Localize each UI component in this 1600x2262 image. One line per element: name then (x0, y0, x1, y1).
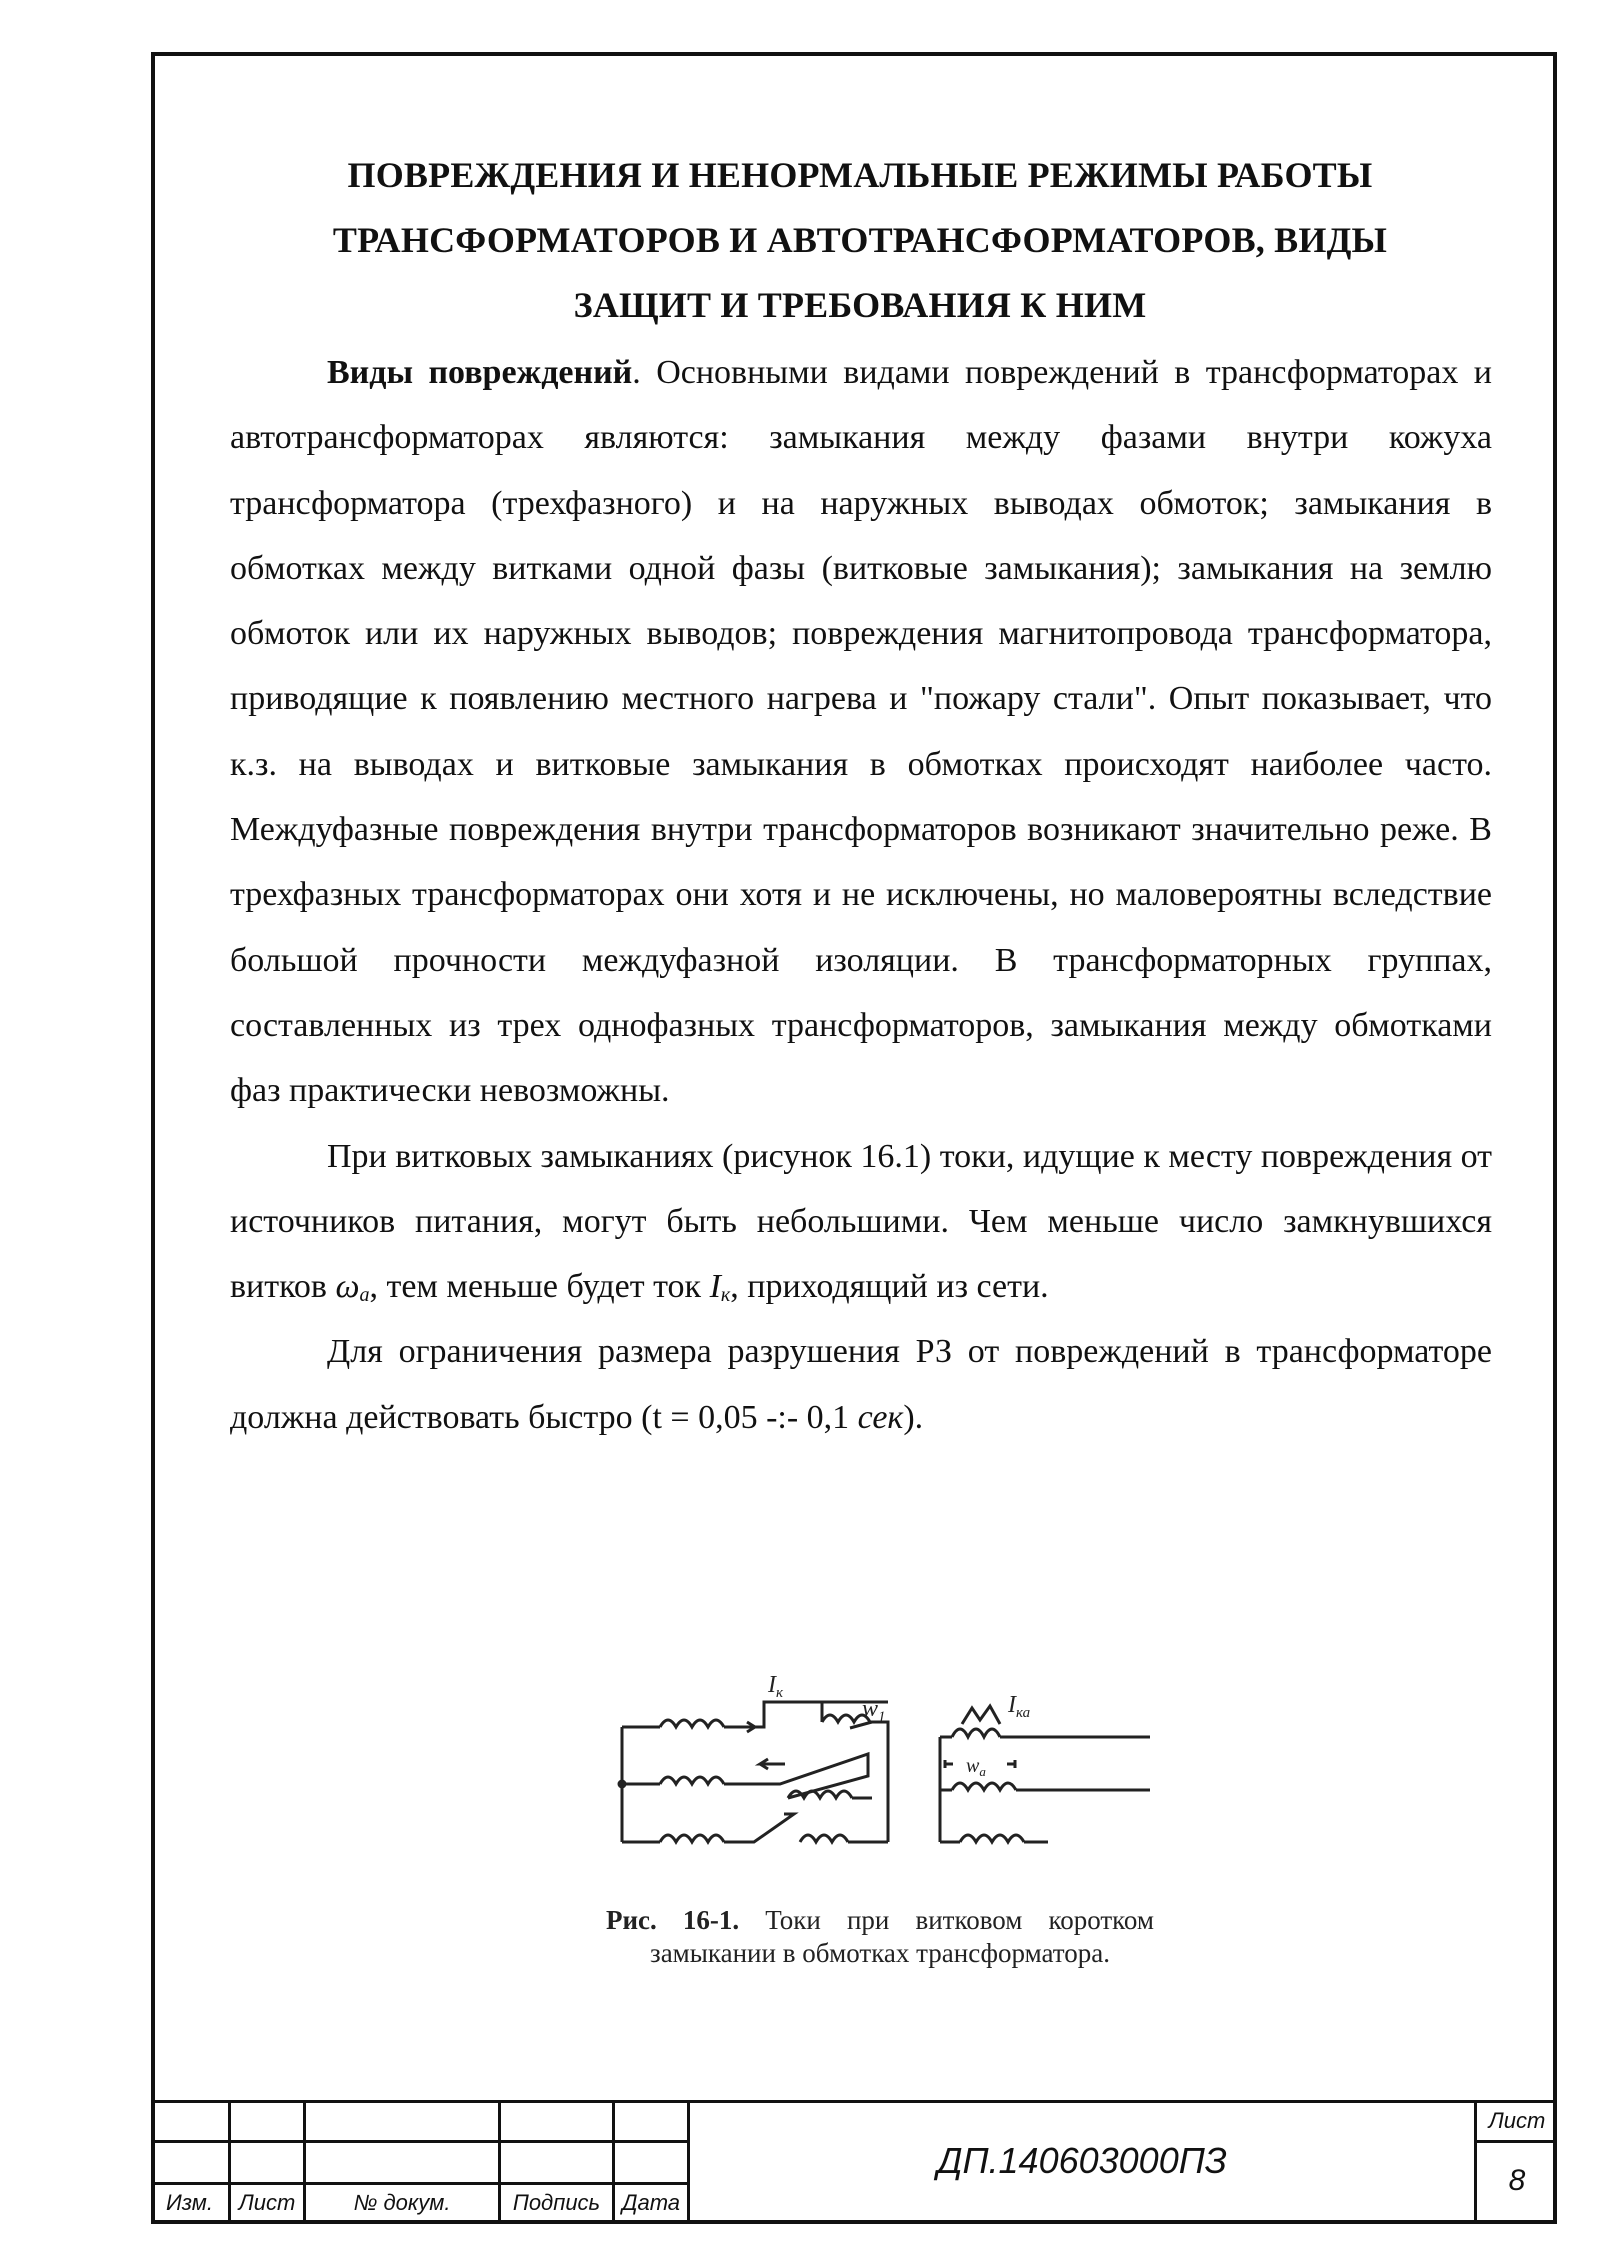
title-block-row-line (151, 2182, 687, 2185)
svg-text:w1 (862, 1696, 886, 1725)
title-block-top-line (151, 2100, 1557, 2103)
wa-subscript: а (979, 1764, 986, 1779)
col-label-signature: Подпись (512, 2190, 601, 2215)
page-title (200, 143, 1520, 338)
title-line-2: ТРАНСФОРМАТОРОВ И АВТОТРАНСФОРМАТОРОВ, ВИДЫ (332, 220, 1388, 260)
ik-label: I (768, 1672, 776, 1698)
title-line-3: ЗАЩИТ И ТРЕБОВАНИЯ К НИМ (573, 285, 1147, 325)
col-label-sheet: Лист (238, 2190, 296, 2215)
paragraph-turn-faults (230, 1124, 1492, 1320)
ik-subscript: к (776, 1685, 784, 1701)
caption-text: Токи при витковом коротком замыкании в обмотках трансформатора. (650, 1905, 1154, 1968)
omega-subscript: а (359, 1284, 370, 1307)
caption-number: Рис. 16-1. (606, 1905, 740, 1935)
ika-label: I (1008, 1692, 1016, 1718)
winding-diagram (600, 1672, 1160, 1902)
omega-symbol: ω (335, 1268, 360, 1306)
sheet-number: 8 (1508, 2164, 1526, 2197)
w1-subscript: 1 (878, 1709, 886, 1725)
paragraph-text: . Основными видами повреждений в трансформаторах и автотрансформаторах являются: замыкания между фазами внутри кожуха трансформатора (трехфазного) и на наружных выводах обмоток; замыкания в обмотках между витками одной фазы (витковые замыкания); замыкания на землю обмоток или их наружных выводов; повреждения магнитопровода трансформатора, приводящие к появлению местного нагрева и "пожару стали". Опыт показывает, что к.з. на выводах и витковые замыкания в обмотках происходят наиболее часто. Междуфазные повреждения внутри трансформаторов возникают значительно реже. В трехфазных трансформаторах они хотя и не исключены, но маловероятны вследствие большой прочности междуфазной изоляции. В трансформаторных группах, составленных из трех однофазных трансформаторов, замыкания между обмотками фаз практически невозможны. (230, 354, 1492, 1110)
paragraph-text: Для ограничения размера разрушения РЗ от повреждений в трансформаторе должна действовать быстро (t = 0,05 -:- 0,1 (230, 1333, 1492, 1436)
paragraph-protection-speed (230, 1319, 1492, 1450)
paragraph-lead: Виды повреждений (327, 354, 633, 391)
time-unit: сек (857, 1398, 904, 1436)
paragraph-text: , приходящий из сети. (730, 1268, 1049, 1306)
paragraph-text: , тем меньше будет ток (369, 1268, 710, 1306)
svg-text:Iк (767, 1672, 784, 1701)
paragraph-damage-types (230, 340, 1492, 1124)
title-block-row-line (151, 2140, 687, 2143)
current-symbol: I (709, 1268, 721, 1306)
paragraph-text: ). (903, 1398, 924, 1436)
wa-label: w (966, 1755, 980, 1777)
document-code: ДП.140603000ПЗ (937, 2140, 1227, 2181)
svg-text:wа (966, 1755, 986, 1779)
title-block (151, 2100, 1557, 2224)
paragraph-text: При витковых замыканиях (рисунок 16.1) токи, идущие к месту повреждения от источников питания, могут быть небольшими. Чем меньше число замкнувшихся витков (230, 1137, 1492, 1306)
ika-subscript: ка (1016, 1705, 1031, 1721)
col-label-date: Дата (621, 2190, 681, 2215)
w1-label: w (862, 1696, 879, 1722)
sheet-label: Лист (1488, 2108, 1546, 2133)
sheet-cell-line (1477, 2140, 1557, 2143)
col-label-doc-number: № докум. (353, 2190, 451, 2215)
svg-text:Iка (1007, 1692, 1030, 1721)
figure-caption (600, 1904, 1160, 1970)
col-label-change: Изм. (166, 2190, 213, 2215)
body-text (230, 340, 1492, 1450)
current-subscript: к (720, 1284, 731, 1307)
title-line-1: ПОВРЕЖДЕНИЯ И НЕНОРМАЛЬНЫЕ РЕЖИМЫ РАБОТЫ (347, 155, 1373, 195)
